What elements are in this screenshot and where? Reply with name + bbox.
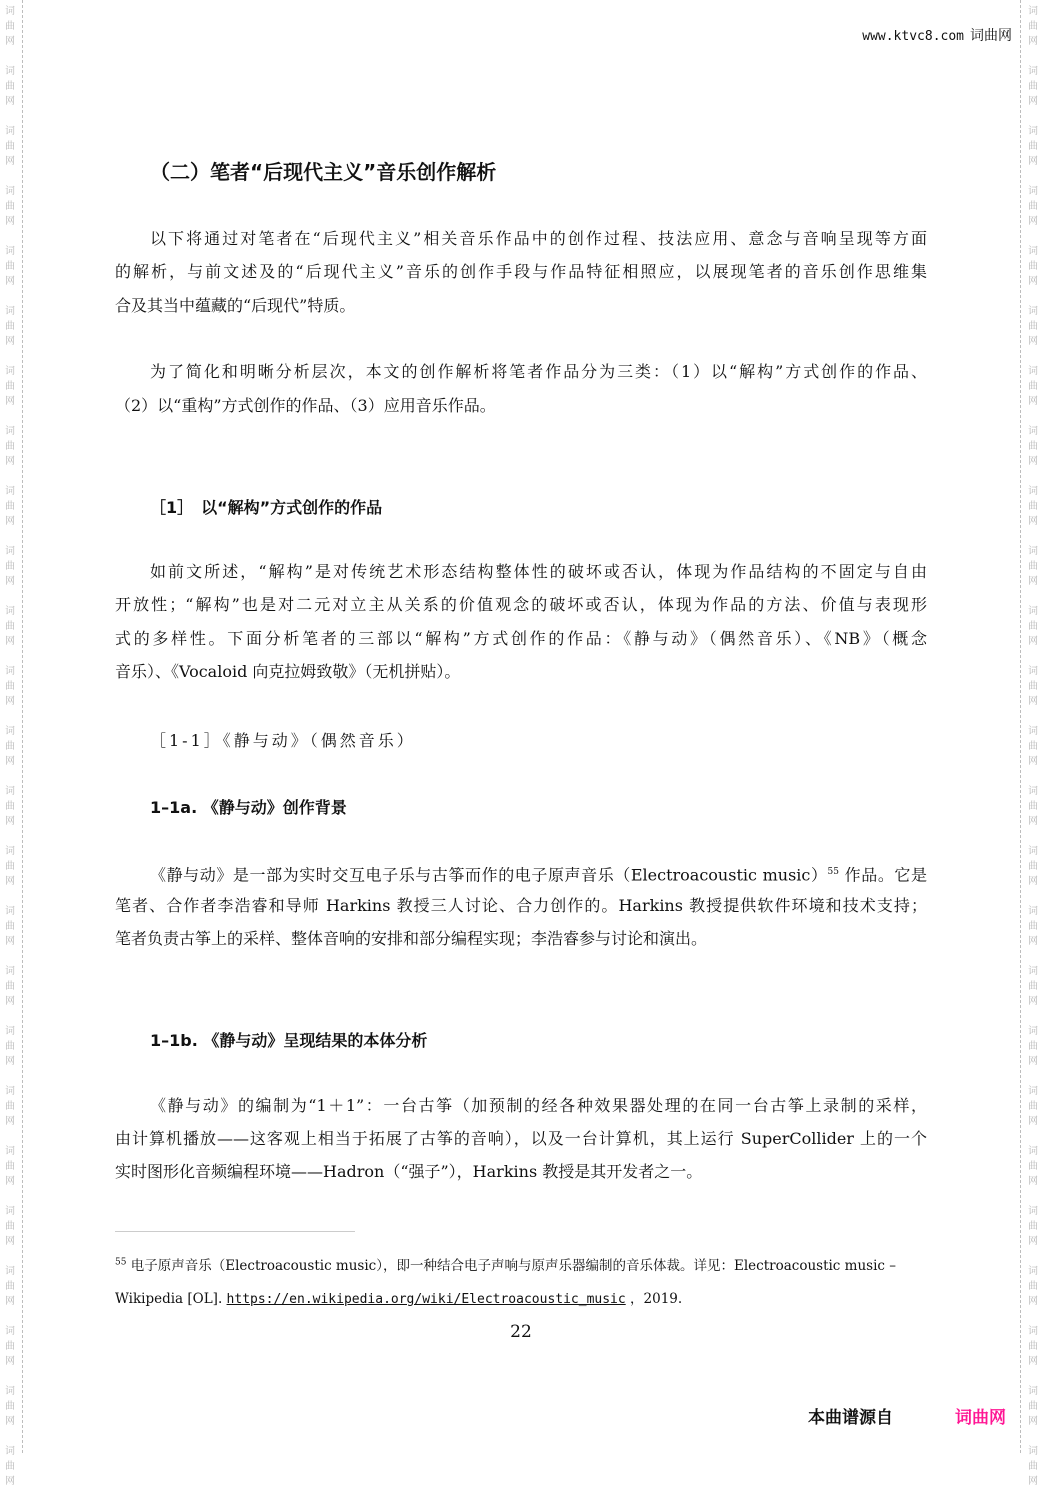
- watermark-text: 词 曲 网: [1028, 126, 1038, 167]
- footnote-link[interactable]: https://en.wikipedia.org/wiki/Electroacoustic_music: [226, 1292, 626, 1307]
- page-number: 22: [510, 1322, 532, 1342]
- watermark-text: 词 曲 网: [5, 786, 15, 827]
- heading-1: ［1］ 以“解构”方式创作的作品: [150, 498, 383, 517]
- paragraph-line: 笔者负责古筝上的采样、整体音响的安排和部分编程实现；李浩睿参与讨论和演出。: [115, 929, 708, 948]
- paragraph-line: 《静与动》的编制为“1＋1”：一台古筝（加预制的经各种效果器处理的在同一台古筝上录制的采样，: [150, 1096, 927, 1115]
- watermark-text: 词 曲 网: [1028, 1266, 1038, 1307]
- page-header: [862, 25, 1012, 45]
- watermark-text: 词 曲 网: [5, 306, 15, 347]
- left-margin-line: [22, 0, 23, 1453]
- watermark-text: 词 曲 网: [5, 846, 15, 887]
- paragraph-line: 合及其当中蕴藏的“后现代”特质。: [115, 296, 356, 315]
- watermark-text: 词 曲 网: [5, 966, 15, 1007]
- watermark-text: 词 曲 网: [5, 1266, 15, 1307]
- text: ，2019.: [625, 1291, 683, 1307]
- watermark-text: 词 曲 网: [5, 1086, 15, 1127]
- watermark-text: 词 曲 网: [1028, 846, 1038, 887]
- watermark-text: 词 曲 网: [1028, 1386, 1038, 1427]
- watermark-text: 词 曲 网: [5, 186, 15, 227]
- watermark-text: 词 曲 网: [5, 366, 15, 407]
- text: 作品。它是: [839, 865, 927, 885]
- watermark-text: 词 曲 网: [1028, 786, 1038, 827]
- watermark-text: 词 曲 网: [1028, 1026, 1038, 1067]
- watermark-text: 词 曲 网: [5, 666, 15, 707]
- watermark-text: 词 曲 网: [5, 1026, 15, 1067]
- right-margin-line: [1020, 0, 1021, 1453]
- watermark-text: 词 曲 网: [1028, 966, 1038, 1007]
- watermark-text: 词 曲 网: [5, 426, 15, 467]
- watermark-text: 词 曲 网: [1028, 306, 1038, 347]
- watermark-text: 词 曲 网: [5, 606, 15, 647]
- watermark-text: 词 曲 网: [5, 1326, 15, 1367]
- footnote-ref[interactable]: 55: [827, 867, 839, 877]
- footnote-divider: [115, 1231, 355, 1232]
- watermark-text: 词 曲 网: [5, 246, 15, 287]
- watermark-text: 词 曲 网: [1028, 486, 1038, 527]
- text: 电子原声音乐（Electroacoustic music），即一种结合电子声响与原声乐器编制的音乐体裁。详见：Electroacoustic music –: [126, 1258, 897, 1274]
- paragraph-line: 式的多样性。下面分析笔者的三部以“解构”方式创作的作品：《静与动》（偶然音乐）、《NB》（概念: [115, 629, 927, 648]
- text: Wikipedia [OL].: [115, 1291, 227, 1307]
- paragraph-line: 由计算机播放——这客观上相当于拓展了古筝的音响），以及一台计算机，其上运行 SuperCollider 上的一个: [115, 1129, 927, 1148]
- text: 《静与动》是一部为实时交互电子乐与古筝而作的电子原声音乐（Electroacoustic music）: [150, 865, 828, 885]
- header-site: 词曲网: [970, 28, 1012, 44]
- paragraph-line: 以下将通过对笔者在“后现代主义”相关音乐作品中的创作过程、技法应用、意念与音响呈现等方面: [150, 229, 927, 248]
- watermark-text: 词 曲 网: [5, 726, 15, 767]
- watermark-text: 词 曲 网: [1028, 1446, 1038, 1487]
- watermark-text: 词 曲 网: [5, 6, 15, 47]
- watermark-text: 词 曲 网: [1028, 1086, 1038, 1127]
- watermark-text: 词 曲 网: [1028, 6, 1038, 47]
- watermark-text: 词 曲 网: [5, 486, 15, 527]
- source-site: 词曲网: [955, 1408, 1006, 1428]
- watermark-text: 词 曲 网: [5, 1386, 15, 1427]
- watermark-text: 词 曲 网: [5, 126, 15, 167]
- watermark-text: 词 曲 网: [5, 906, 15, 947]
- watermark-text: 词 曲 网: [1028, 546, 1038, 587]
- watermark-text: 词 曲 网: [5, 546, 15, 587]
- paragraph-line: 如前文所述，“解构”是对传统艺术形态结构整体性的破坏或否认，体现为作品结构的不固定与自由: [150, 562, 927, 581]
- paragraph-line: 的解析，与前文述及的“后现代主义”音乐的创作手段与作品特征相照应，以展现笔者的音乐创作思维集: [115, 262, 927, 281]
- source-label: 本曲谱源自: [808, 1408, 893, 1428]
- footnote-line: [115, 1254, 896, 1274]
- paragraph-line: 开放性；“解构”也是对二元对立主从关系的价值观念的破坏或否认，体现为作品的方法、价值与表现形: [115, 595, 927, 614]
- header-url: www.ktvc8.com: [862, 29, 964, 44]
- watermark-text: 词 曲 网: [1028, 366, 1038, 407]
- paragraph-line: （2）以“重构”方式创作的作品、（3）应用音乐作品。: [115, 396, 496, 415]
- watermark-text: 词 曲 网: [1028, 1326, 1038, 1367]
- watermark-text: 词 曲 网: [5, 66, 15, 107]
- watermark-text: 词 曲 网: [1028, 726, 1038, 767]
- paragraph-line: 为了简化和明晰分析层次，本文的创作解析将笔者作品分为三类：（1）以“解构”方式创作的作品、: [150, 362, 927, 381]
- watermark-text: 词 曲 网: [1028, 246, 1038, 287]
- watermark-text: 词 曲 网: [1028, 66, 1038, 107]
- heading-1-1a: 1–1a. 《静与动》创作背景: [150, 798, 347, 817]
- watermark-text: 词 曲 网: [1028, 1206, 1038, 1247]
- watermark-text: 词 曲 网: [1028, 1146, 1038, 1187]
- subheading-1-1: ［1-1］《静与动》（偶然音乐）: [150, 731, 416, 750]
- paragraph-line: [150, 861, 927, 886]
- watermark-text: 词 曲 网: [1028, 426, 1038, 467]
- watermark-text: 词 曲 网: [1028, 906, 1038, 947]
- paragraph-line: 音乐）、《Vocaloid 向克拉姆致敬》（无机拼贴）。: [115, 662, 461, 681]
- footnote-line: [115, 1287, 682, 1307]
- section-title: （二）笔者“后现代主义”音乐创作解析: [150, 160, 497, 184]
- footnote-number: 55: [115, 1257, 127, 1268]
- watermark-text: 词 曲 网: [1028, 606, 1038, 647]
- watermark-text: 词 曲 网: [5, 1206, 15, 1247]
- watermark-text: 词 曲 网: [1028, 186, 1038, 227]
- heading-1-1b: 1–1b. 《静与动》呈现结果的本体分析: [150, 1031, 428, 1050]
- paragraph-line: 笔者、合作者李浩睿和导师 Harkins 教授三人讨论、合力创作的。Harkins 教授提供软件环境和技术支持；: [115, 896, 927, 915]
- watermark-text: 词 曲 网: [1028, 666, 1038, 707]
- paragraph-line: 实时图形化音频编程环境——Hadron（“强子”），Harkins 教授是其开发者之一。: [115, 1162, 703, 1181]
- watermark-text: 词 曲 网: [5, 1146, 15, 1187]
- watermark-text: 词 曲 网: [5, 1446, 15, 1487]
